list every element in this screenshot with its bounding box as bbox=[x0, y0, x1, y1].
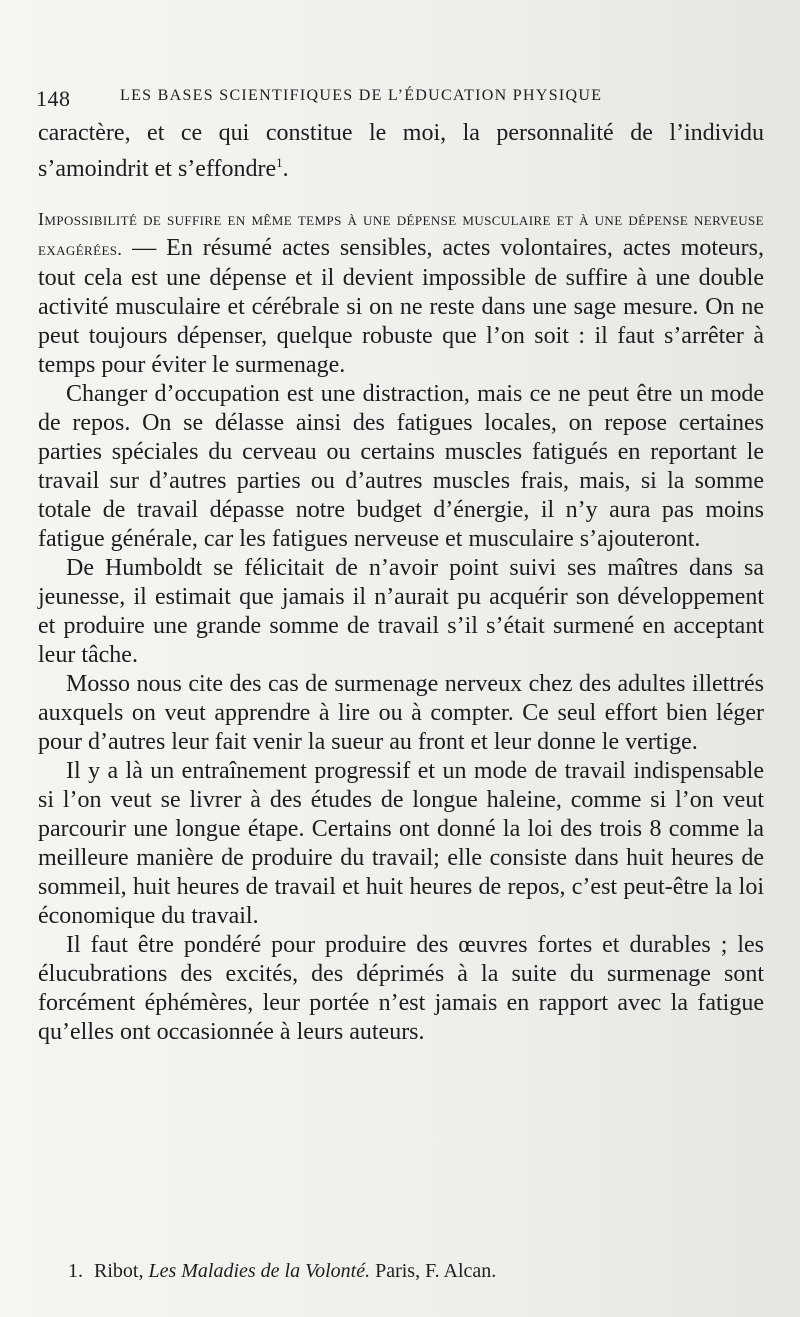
paragraph-humboldt: De Humboldt se félicitait de n’avoir point suivi ses maîtres dans sa jeunesse, il estimait que jamais il n’aurait pu acquérir son développement et produire une grande somme de travail s’il s’était surmené en acceptant leur tâche. bbox=[38, 555, 764, 668]
running-title: LES BASES SCIENTIFIQUES DE L’ÉDUCATION PHYSIQUE bbox=[120, 87, 603, 104]
footnote bbox=[68, 1260, 496, 1283]
section-dash: — bbox=[122, 235, 167, 261]
footnote-title: Les Maladies de la Volonté. bbox=[148, 1260, 371, 1282]
section-text: En résumé actes sensibles, actes volontaires, actes moteurs, tout cela est une dépense et il devient impossible de suffire à une double activité musculaire et cérébrale si on ne reste dans une sage mesure. On ne peut toujours dépenser, quelque robuste que l’on soit : il faut s’arrêter à temps pour éviter le surmenage. bbox=[38, 235, 765, 378]
section-heading: Impossibilité de suffire en même temps à une dépense musculaire et à une dépense nerveuse exagérées. bbox=[38, 209, 764, 259]
continued-punctuation: . bbox=[282, 156, 289, 182]
footnote-number: 1. bbox=[68, 1260, 83, 1282]
paragraph-occupation: Changer d’occupation est une distraction, mais ce ne peut être un mode de repos. On se délasse ainsi des fatigues locales, on repose certaines parties spéciales du cerveau ou certains muscles fatigués en reportant le travail sur d’autres parties ou d’autres muscles frais, mais, si la somme totale de travail dépasse notre budget d’énergie, il n’y aura pas moins fatigue générale, car les fatigues nerveuse et musculaire s’ajouteront. bbox=[38, 381, 764, 552]
section-paragraph bbox=[38, 204, 764, 380]
page-number: 148 bbox=[36, 86, 71, 111]
continued-paragraph bbox=[38, 119, 764, 184]
body-text bbox=[38, 119, 764, 1047]
paragraph-training: Il y a là un entraînement progressif et un mode de travail indispensable si l’on veut se livrer à des études de longue haleine, comme si l’on veut parcourir une longue étape. Certains ont donné la loi des trois 8 comme la meilleure manière de produire du travail; elle consiste dans huit heures de sommeil, huit heures de travail et huit heures de repos, c’est peut-être la loi économique du travail. bbox=[38, 758, 764, 929]
footnote-author: Ribot, bbox=[94, 1260, 144, 1282]
footnote-publisher: Paris, F. Alcan. bbox=[375, 1260, 497, 1282]
paragraph-balance: Il faut être pondéré pour produire des œuvres fortes et durables ; les élucubrations des excités, des déprimés à la suite du surmenage sont forcément éphémères, leur portée n’est jamais en rapport avec la fatigue qu’elles ont occasionnée à leurs auteurs. bbox=[38, 932, 764, 1045]
running-head bbox=[36, 86, 676, 112]
footnote-reference: 1 bbox=[276, 155, 283, 170]
paragraph-mosso: Mosso nous cite des cas de surmenage nerveux chez des adultes illettrés auxquels on veut apprendre à lire ou à compter. Ce seul effort bien léger pour d’autres leur fait venir la sueur au front et leur donne le vertige. bbox=[38, 671, 764, 755]
continued-text: caractère, et ce qui constitue le moi, la personnalité de l’individu s’amoindrit et s’effondre bbox=[38, 120, 764, 182]
